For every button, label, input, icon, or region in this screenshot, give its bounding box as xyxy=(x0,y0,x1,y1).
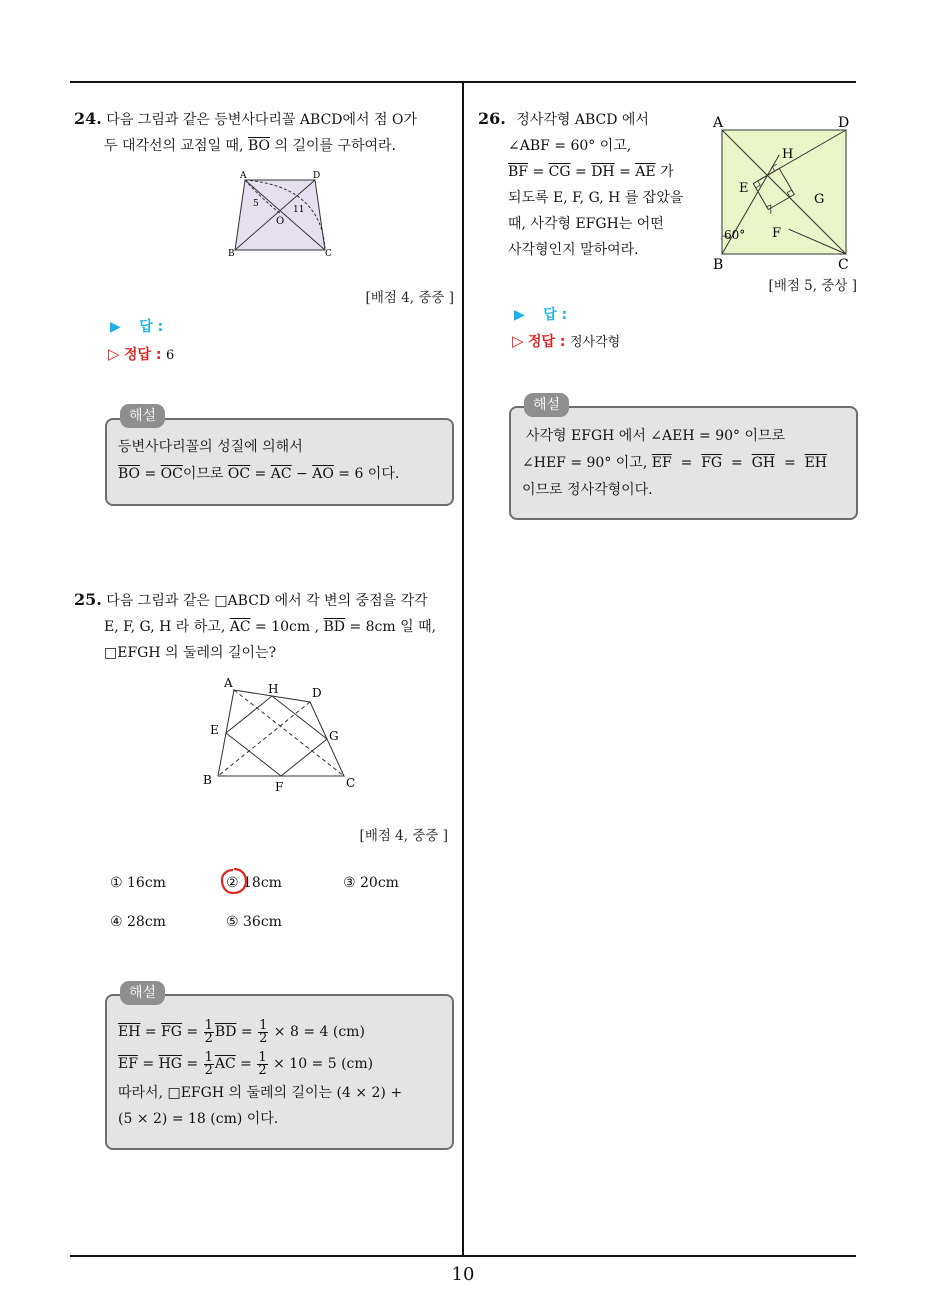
q26-l6: 사각형인지 말하여라. xyxy=(508,242,639,258)
q26-e2: ∠HEF = 90° 이고, $\overline{EF} = \overline{FG} = \overline{GH} = \overline{EH}$ xyxy=(522,455,828,471)
q26-number: 26. xyxy=(478,109,506,128)
q25-line2b: = 10cm , xyxy=(250,619,320,635)
q24-text xyxy=(74,106,464,159)
q26-meta: [배점 5, 중상 ] xyxy=(768,278,857,294)
q25-text xyxy=(74,587,464,666)
fraction-half xyxy=(258,1017,268,1046)
q24-ex-oc: $\overline{OC}$ xyxy=(160,466,183,482)
q25-hg: $\overline{HG}$ xyxy=(158,1056,182,1072)
q24-meta: [배점 4, 중중 ] xyxy=(365,290,454,306)
fig25-C: C xyxy=(346,776,356,790)
q25-explain-line2: $\overline{EF} = \overline{HG}$ = $\frac{1}{2}$ $\overline{AC}$ = $\frac{1}{2}$ × 10 = 5 (cm) xyxy=(118,1049,374,1078)
q25-explain-text xyxy=(118,1016,402,1132)
q26-correct-label: 정답 : xyxy=(528,334,566,350)
outline-triangle-icon: ▷ xyxy=(108,345,120,363)
q24-trapezoid-figure xyxy=(225,166,345,264)
fig26-H: H xyxy=(782,147,794,162)
q24-correct-value: 6 xyxy=(165,348,175,363)
q26-l1: 정사각형 ABCD 에서 xyxy=(516,112,649,128)
q26-explain-text xyxy=(522,423,827,504)
q24-ex-eq1: = xyxy=(140,466,161,482)
q25-line2a: E, F, G, H 라 하고, xyxy=(104,619,226,635)
q26-l3: $\overline{BF} = \overline{CG} = \overline{DH} = \overline{AE}$ 가 xyxy=(508,164,674,180)
choice-4[interactable]: ④ 28cm xyxy=(110,914,166,930)
play-icon: ▶ xyxy=(514,307,525,323)
q26-bf: $\overline{BF}$ xyxy=(508,164,529,180)
q24-ex-ao: $\overline{AO}$ xyxy=(312,466,334,482)
q24-explain-tag: 해설 xyxy=(120,404,165,428)
q25-quadrilateral-figure xyxy=(198,672,368,800)
q24-explain-line1: 등변사다리꼴의 성질에 의해서 xyxy=(118,439,303,455)
frac-den: 2 xyxy=(204,1062,213,1078)
q24-answer-row xyxy=(110,316,163,336)
q26-answer-label: 답 : xyxy=(543,307,568,323)
q25-line2-tail: × 10 = 5 (cm) xyxy=(268,1056,374,1072)
q24-ex-bo: $\overline{BO}$ xyxy=(118,466,141,482)
q26-l4: 되도록 E, F, G, H 를 잡았을 xyxy=(508,190,684,206)
frac-den: 2 xyxy=(204,1030,213,1046)
q24-ex-tail: = 6 이다. xyxy=(333,466,400,482)
fig25-B: B xyxy=(203,773,212,787)
fraction-half xyxy=(204,1049,214,1078)
q24-line2a: 두 대각선의 교점일 때, xyxy=(104,138,244,154)
q25-ef: $\overline{EF}$ xyxy=(118,1056,138,1072)
fig24-A: A xyxy=(240,171,247,181)
fig25-A: A xyxy=(224,676,233,690)
frac-num: 1 xyxy=(204,1049,213,1065)
q26-square-figure xyxy=(708,112,858,274)
fig24-11: 11 xyxy=(293,205,305,215)
q26-e1: 사각형 EFGH 에서 ∠AEH = 90° 이므로 xyxy=(526,428,786,444)
frac-den: 2 xyxy=(259,1030,268,1046)
q26-dh: $\overline{DH}$ xyxy=(591,164,615,180)
fig26-D: D xyxy=(838,115,850,131)
selected-choice-circle-icon xyxy=(219,866,249,896)
q25-line1: 다음 그림과 같은 □ABCD 에서 각 변의 중점을 각각 xyxy=(106,593,428,609)
q25-explain-line1: $\overline{EH} = \overline{FG}$ = $\frac{1}{2}$ $\overline{BD}$ = $\frac{1}{2}$ × 8 = 4 (cm) xyxy=(118,1017,365,1046)
q26-e2a: ∠HEF = 90° 이고, xyxy=(522,455,648,471)
fraction-half xyxy=(257,1049,267,1078)
q26-answer-row xyxy=(514,304,567,324)
fig24-O: O xyxy=(276,216,285,227)
play-icon: ▶ xyxy=(110,319,121,335)
frac-num: 1 xyxy=(258,1049,267,1065)
q26-correct-row xyxy=(512,331,620,351)
fig26-G: G xyxy=(814,192,825,207)
choice-1[interactable]: ① 16cm xyxy=(110,875,166,891)
frac-num: 1 xyxy=(204,1017,213,1033)
q24-ex-mid: 이므로 xyxy=(182,466,228,482)
fig25-H: H xyxy=(268,682,279,696)
fig26-C: C xyxy=(838,257,849,273)
q24-ex-eq2: = xyxy=(250,466,271,482)
q25-explain-line3: 따라서, □EFGH 의 둘레의 길이는 (4 × 2) + xyxy=(118,1085,403,1101)
q26-l5: 때, 사각형 EFGH는 어떤 xyxy=(508,216,664,232)
fig24-D: D xyxy=(313,171,321,181)
fig24-B: B xyxy=(228,249,235,259)
q25-ac2: $\overline{AC}$ xyxy=(214,1056,236,1072)
q26-l3-tail: 가 xyxy=(660,164,674,180)
fig26-angle: 60° xyxy=(724,228,746,242)
q24-answer-label: 답 : xyxy=(139,319,164,335)
q26-text xyxy=(478,106,698,263)
q26-explain-tag: 해설 xyxy=(524,393,569,417)
q26-ae: $\overline{AE}$ xyxy=(635,164,656,180)
q25-ac: $\overline{AC}$ xyxy=(229,619,251,635)
q26-ef: $\overline{EF}$ xyxy=(651,455,672,471)
q24-explain-text xyxy=(118,434,399,488)
fraction-half xyxy=(204,1017,214,1046)
q26-eh: $\overline{EH}$ xyxy=(804,455,828,471)
q25-bd2: $\overline{BD}$ xyxy=(214,1024,237,1040)
q24-ex-oc2: $\overline{OC}$ xyxy=(227,466,251,482)
fig25-F: F xyxy=(275,780,284,794)
q26-e3: 이므로 정사각형이다. xyxy=(522,482,653,498)
q26-l2: ∠ABF = 60° 이고, xyxy=(508,138,632,154)
q26-correct-value: 정사각형 xyxy=(569,335,621,350)
q25-eh: $\overline{EH}$ xyxy=(118,1024,141,1040)
choice-2[interactable]: ② 18cm xyxy=(226,875,282,891)
column-divider xyxy=(462,82,464,1257)
page-number: 10 xyxy=(451,1264,475,1285)
q25-explain-tag: 해설 xyxy=(120,981,165,1005)
q26-cg: $\overline{CG}$ xyxy=(548,164,571,180)
fig26-A: A xyxy=(713,115,724,131)
frac-den: 2 xyxy=(258,1062,267,1078)
q25-bd: $\overline{BD}$ xyxy=(323,619,345,635)
frac-num: 1 xyxy=(259,1017,268,1033)
q26-fg: $\overline{FG}$ xyxy=(701,455,723,471)
fig25-E: E xyxy=(210,723,219,737)
fig26-E: E xyxy=(739,181,749,196)
q24-ex-minus: − xyxy=(291,466,313,482)
fig24-5: 5 xyxy=(253,199,259,209)
q24-ex-ac: $\overline{AC}$ xyxy=(270,466,292,482)
q24-correct-row xyxy=(108,344,174,364)
fig26-B: B xyxy=(713,257,724,273)
q25-line1-tail: × 8 = 4 (cm) xyxy=(269,1024,365,1040)
q25-line2c: = 8cm 일 때, xyxy=(345,619,437,635)
q24-correct-label: 정답 : xyxy=(124,347,162,363)
fig25-G: G xyxy=(329,729,339,743)
q24-bo: $\overline{BO}$ xyxy=(247,138,271,154)
choice-5[interactable]: ⑤ 36cm xyxy=(226,914,282,930)
fig26-F: F xyxy=(772,226,782,241)
choice-3[interactable]: ③ 20cm xyxy=(343,875,399,891)
q24-line1: 다음 그림과 같은 등변사다리꼴 ABCD에서 점 O가 xyxy=(106,112,417,128)
q25-explain-line4: (5 × 2) = 18 (cm) 이다. xyxy=(118,1111,279,1127)
bottom-rule xyxy=(70,1255,856,1257)
q25-line3: □EFGH 의 둘레의 길이는? xyxy=(104,645,277,661)
q25-number: 25. xyxy=(74,590,102,609)
q24-number: 24. xyxy=(74,109,102,128)
q24-line2b: 의 길이를 구하여라. xyxy=(274,138,397,154)
fig25-D: D xyxy=(312,686,322,700)
q26-gh: $\overline{GH}$ xyxy=(751,455,776,471)
q25-fg: $\overline{FG}$ xyxy=(161,1024,182,1040)
outline-triangle-icon: ▷ xyxy=(512,332,524,350)
fig24-C: C xyxy=(325,249,332,259)
q25-meta: [배점 4, 중중 ] xyxy=(359,828,448,844)
